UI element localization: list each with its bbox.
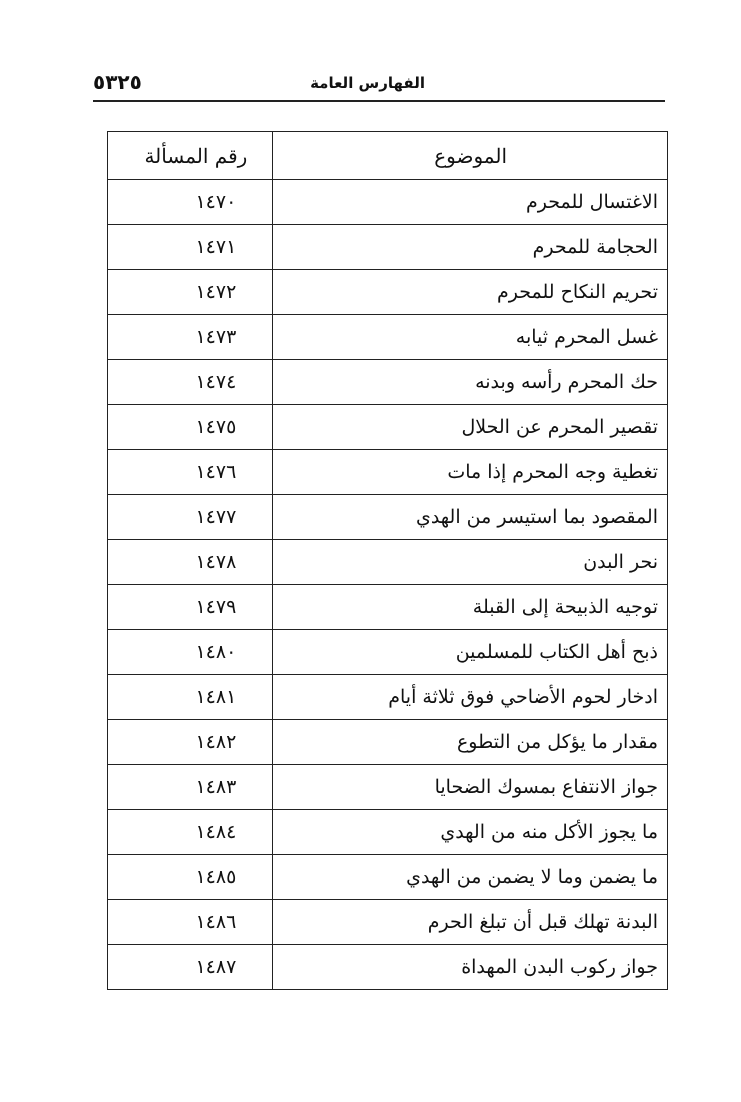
issue-number-cell: ١٤٧٧ [108, 495, 273, 540]
issue-number-cell: ١٤٨٠ [108, 630, 273, 675]
page-number: ٥٣٢٥ [93, 70, 142, 94]
issue-number-cell: ١٤٧٨ [108, 540, 273, 585]
table-row [108, 855, 668, 900]
table-row [108, 405, 668, 450]
topic-cell: تغطية وجه المحرم إذا مات [273, 450, 668, 495]
table-row [108, 945, 668, 990]
topic-cell: الاغتسال للمحرم [273, 180, 668, 225]
table-row [108, 270, 668, 315]
issue-number-cell: ١٤٧٢ [108, 270, 273, 315]
topic-cell: ما يضمن وما لا يضمن من الهدي [273, 855, 668, 900]
topic-cell: نحر البدن [273, 540, 668, 585]
topic-cell: حك المحرم رأسه وبدنه [273, 360, 668, 405]
issue-number-cell: ١٤٨٢ [108, 720, 273, 765]
issue-number-cell: ١٤٧٩ [108, 585, 273, 630]
table-row [108, 630, 668, 675]
issue-number-cell: ١٤٧٦ [108, 450, 273, 495]
table-row [108, 495, 668, 540]
topic-cell: جواز ركوب البدن المهداة [273, 945, 668, 990]
topic-cell: مقدار ما يؤكل من التطوع [273, 720, 668, 765]
index-table [107, 131, 668, 990]
issue-number-cell: ١٤٨٤ [108, 810, 273, 855]
table-row [108, 180, 668, 225]
issue-number-cell: ١٤٧٤ [108, 360, 273, 405]
issue-number-cell: ١٤٨٧ [108, 945, 273, 990]
table-row [108, 450, 668, 495]
issue-number-cell: ١٤٨٦ [108, 900, 273, 945]
issue-number-cell: ١٤٧٣ [108, 315, 273, 360]
topic-cell: ذبح أهل الكتاب للمسلمين [273, 630, 668, 675]
table-header-row [108, 132, 668, 180]
topic-cell: ما يجوز الأكل منه من الهدي [273, 810, 668, 855]
issue-number-cell: ١٤٧٥ [108, 405, 273, 450]
topic-cell: المقصود بما استيسر من الهدي [273, 495, 668, 540]
topic-cell: غسل المحرم ثيابه [273, 315, 668, 360]
issue-number-cell: ١٤٨٣ [108, 765, 273, 810]
table-row [108, 225, 668, 270]
table-row [108, 675, 668, 720]
topic-cell: تقصير المحرم عن الحلال [273, 405, 668, 450]
page-header [93, 68, 663, 98]
table-row [108, 315, 668, 360]
table-row [108, 585, 668, 630]
table-row [108, 720, 668, 765]
table-row [108, 540, 668, 585]
issue-number-cell: ١٤٨٥ [108, 855, 273, 900]
table-row [108, 765, 668, 810]
topic-cell: تحريم النكاح للمحرم [273, 270, 668, 315]
table-row [108, 900, 668, 945]
issue-number-cell: ١٤٧٠ [108, 180, 273, 225]
table-row [108, 810, 668, 855]
topic-cell: البدنة تهلك قبل أن تبلغ الحرم [273, 900, 668, 945]
column-header-topic: الموضوع [273, 132, 668, 180]
topic-cell: توجيه الذبيحة إلى القبلة [273, 585, 668, 630]
table-row [108, 360, 668, 405]
issue-number-cell: ١٤٨١ [108, 675, 273, 720]
column-header-issue-number: رقم المسألة [108, 132, 273, 180]
topic-cell: ادخار لحوم الأضاحي فوق ثلاثة أيام [273, 675, 668, 720]
topic-cell: الحجامة للمحرم [273, 225, 668, 270]
header-divider [93, 100, 665, 102]
page-title: الفهارس العامة [310, 74, 425, 92]
topic-cell: جواز الانتفاع بمسوك الضحايا [273, 765, 668, 810]
issue-number-cell: ١٤٧١ [108, 225, 273, 270]
